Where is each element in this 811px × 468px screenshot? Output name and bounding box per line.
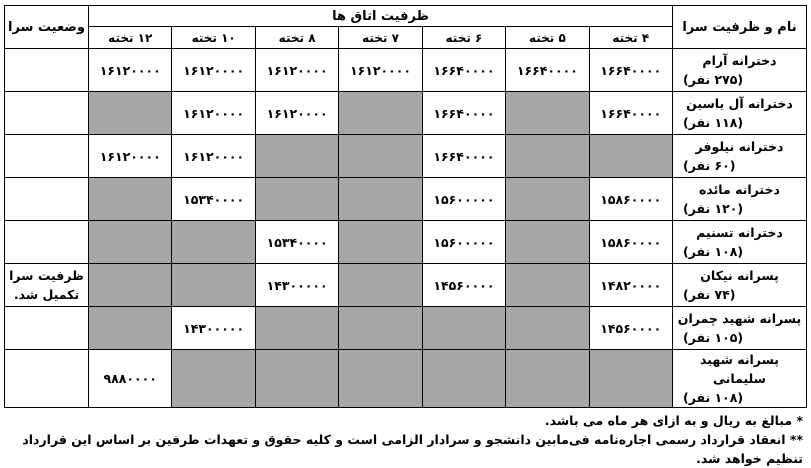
- unavailable-cell: [255, 350, 338, 408]
- unavailable-cell: [506, 350, 589, 408]
- unavailable-cell: [506, 135, 589, 178]
- unavailable-cell: [589, 350, 672, 408]
- dorm-name: دخترانه نیلوفر: [695, 139, 784, 154]
- footnotes: [4, 411, 807, 468]
- dorm-capacity: (۱۰۸ نفر): [683, 244, 744, 259]
- dorm-name-cell: [673, 135, 807, 178]
- unavailable-cell: [339, 221, 422, 264]
- dorm-name: دخترانه تسنیم: [696, 225, 783, 240]
- price-cell: ۱۶۱۲۰۰۰۰: [255, 49, 338, 92]
- dorm-name-cell: [673, 92, 807, 135]
- price-cell: ۱۶۱۲۰۰۰۰: [339, 49, 422, 92]
- header-room-type: ۶ تخته: [422, 27, 505, 49]
- unavailable-cell: [506, 307, 589, 350]
- dorm-capacity: (۱۲۰ نفر): [683, 201, 744, 216]
- price-cell: ۱۴۳۰۰۰۰۰: [172, 307, 255, 350]
- price-cell: ۱۵۳۴۰۰۰۰: [255, 221, 338, 264]
- header-room-type: ۸ تخته: [255, 27, 338, 49]
- table-row: [5, 135, 807, 178]
- unavailable-cell: [255, 135, 338, 178]
- dorm-name-cell: [673, 350, 807, 408]
- unavailable-cell: [89, 264, 172, 307]
- dorm-name: پسرانه شهید سلیمانی: [700, 352, 779, 386]
- price-cell: ۱۴۵۶۰۰۰۰: [589, 307, 672, 350]
- unavailable-cell: [255, 307, 338, 350]
- dormitory-price-table: [4, 5, 807, 408]
- unavailable-cell: [89, 92, 172, 135]
- dorm-capacity: (۷۴ نفر): [683, 287, 736, 302]
- dorm-name: پسرانه شهید چمران: [677, 311, 802, 326]
- table-row: [5, 221, 807, 264]
- unavailable-cell: [89, 178, 172, 221]
- dorm-capacity: (۲۷۵ نفر): [683, 72, 744, 87]
- dorm-name-cell: [673, 307, 807, 350]
- price-cell: ۹۸۸۰۰۰۰: [89, 350, 172, 408]
- table-row: [5, 49, 807, 92]
- header-room-type: ۵ تخته: [506, 27, 589, 49]
- unavailable-cell: [339, 178, 422, 221]
- unavailable-cell: [339, 92, 422, 135]
- header-status: وضعیت سرا: [5, 6, 89, 49]
- price-cell: ۱۶۱۲۰۰۰۰: [172, 135, 255, 178]
- status-cell: ظرفیت سرا تکمیل شد.: [5, 264, 89, 307]
- unavailable-cell: [172, 221, 255, 264]
- unavailable-cell: [506, 92, 589, 135]
- dorm-name: دخترانه آل یاسین: [686, 96, 793, 111]
- table-row: [5, 350, 807, 408]
- price-cell: ۱۴۸۲۰۰۰۰: [589, 264, 672, 307]
- price-cell: ۱۵۸۶۰۰۰۰: [589, 221, 672, 264]
- header-name-capacity: نام و ظرفیت سرا: [673, 6, 807, 49]
- price-cell: ۱۴۵۶۰۰۰۰: [422, 264, 505, 307]
- document: [4, 5, 807, 468]
- status-cell: [5, 135, 89, 178]
- unavailable-cell: [339, 350, 422, 408]
- status-cell: [5, 221, 89, 264]
- dorm-name-cell: [673, 264, 807, 307]
- price-cell: ۱۶۱۲۰۰۰۰: [89, 135, 172, 178]
- dorm-capacity: (۱۰۵ نفر): [683, 330, 744, 345]
- status-cell: [5, 307, 89, 350]
- status-cell: [5, 350, 89, 408]
- price-cell: ۱۶۱۲۰۰۰۰: [172, 92, 255, 135]
- unavailable-cell: [339, 264, 422, 307]
- header-row-top: [5, 6, 807, 27]
- header-room-type: ۱۰ تخته: [172, 27, 255, 49]
- header-room-type: ۱۲ تخته: [89, 27, 172, 49]
- price-cell: ۱۴۳۰۰۰۰۰: [255, 264, 338, 307]
- table-body: [5, 49, 807, 408]
- price-cell: ۱۶۱۲۰۰۰۰: [172, 49, 255, 92]
- status-cell: [5, 49, 89, 92]
- unavailable-cell: [506, 264, 589, 307]
- unavailable-cell: [89, 307, 172, 350]
- price-cell: ۱۶۶۴۰۰۰۰: [422, 49, 505, 92]
- dorm-name-cell: [673, 178, 807, 221]
- price-cell: ۱۵۶۰۰۰۰۰: [422, 178, 505, 221]
- unavailable-cell: [339, 307, 422, 350]
- table-row: [5, 92, 807, 135]
- price-cell: ۱۶۶۴۰۰۰۰: [589, 49, 672, 92]
- dorm-capacity: (۶۰ نفر): [683, 158, 736, 173]
- dorm-name: دخترانه مائده: [699, 182, 780, 197]
- dorm-name: پسرانه نیکان: [700, 268, 779, 283]
- table-row: [5, 264, 807, 307]
- unavailable-cell: [339, 135, 422, 178]
- status-cell: [5, 178, 89, 221]
- unavailable-cell: [172, 350, 255, 408]
- price-cell: ۱۵۶۰۰۰۰۰: [422, 221, 505, 264]
- price-cell: ۱۶۱۲۰۰۰۰: [255, 92, 338, 135]
- price-cell: ۱۶۶۴۰۰۰۰: [422, 92, 505, 135]
- price-cell: ۱۵۸۶۰۰۰۰: [589, 178, 672, 221]
- price-cell: ۱۶۶۴۰۰۰۰: [506, 49, 589, 92]
- unavailable-cell: [422, 350, 505, 408]
- unavailable-cell: [172, 264, 255, 307]
- price-cell: ۱۵۳۴۰۰۰۰: [172, 178, 255, 221]
- dorm-capacity: (۱۰۸ نفر): [683, 390, 744, 405]
- dorm-name-cell: [673, 49, 807, 92]
- header-room-capacity: ظرفیت اتاق ها: [89, 6, 673, 27]
- unavailable-cell: [255, 178, 338, 221]
- unavailable-cell: [589, 135, 672, 178]
- price-cell: ۱۶۶۴۰۰۰۰: [422, 135, 505, 178]
- footnote: ** انعقاد قرارداد رسمی اجاره‌نامه فی‌مابین دانشجو و سرادار الزامی است و کلیه حقوق و تعهدات طرفین بر اساس این قرارداد تنظیم خواهد شد.: [22, 432, 803, 466]
- price-cell: ۱۶۶۴۰۰۰۰: [589, 92, 672, 135]
- table-header: [5, 6, 807, 49]
- unavailable-cell: [506, 178, 589, 221]
- status-cell: [5, 92, 89, 135]
- footnote: * مبالغ به ریال و به ازای هر ماه می باشد.: [544, 413, 803, 428]
- dorm-name: دخترانه آرام: [702, 53, 777, 68]
- header-room-type: ۷ تخته: [339, 27, 422, 49]
- unavailable-cell: [422, 307, 505, 350]
- header-room-type: ۴ تخته: [589, 27, 672, 49]
- price-cell: ۱۶۱۲۰۰۰۰: [89, 49, 172, 92]
- dorm-name-cell: [673, 221, 807, 264]
- unavailable-cell: [89, 221, 172, 264]
- table-row: [5, 307, 807, 350]
- dorm-capacity: (۱۱۸ نفر): [683, 115, 744, 130]
- table-row: [5, 178, 807, 221]
- unavailable-cell: [506, 221, 589, 264]
